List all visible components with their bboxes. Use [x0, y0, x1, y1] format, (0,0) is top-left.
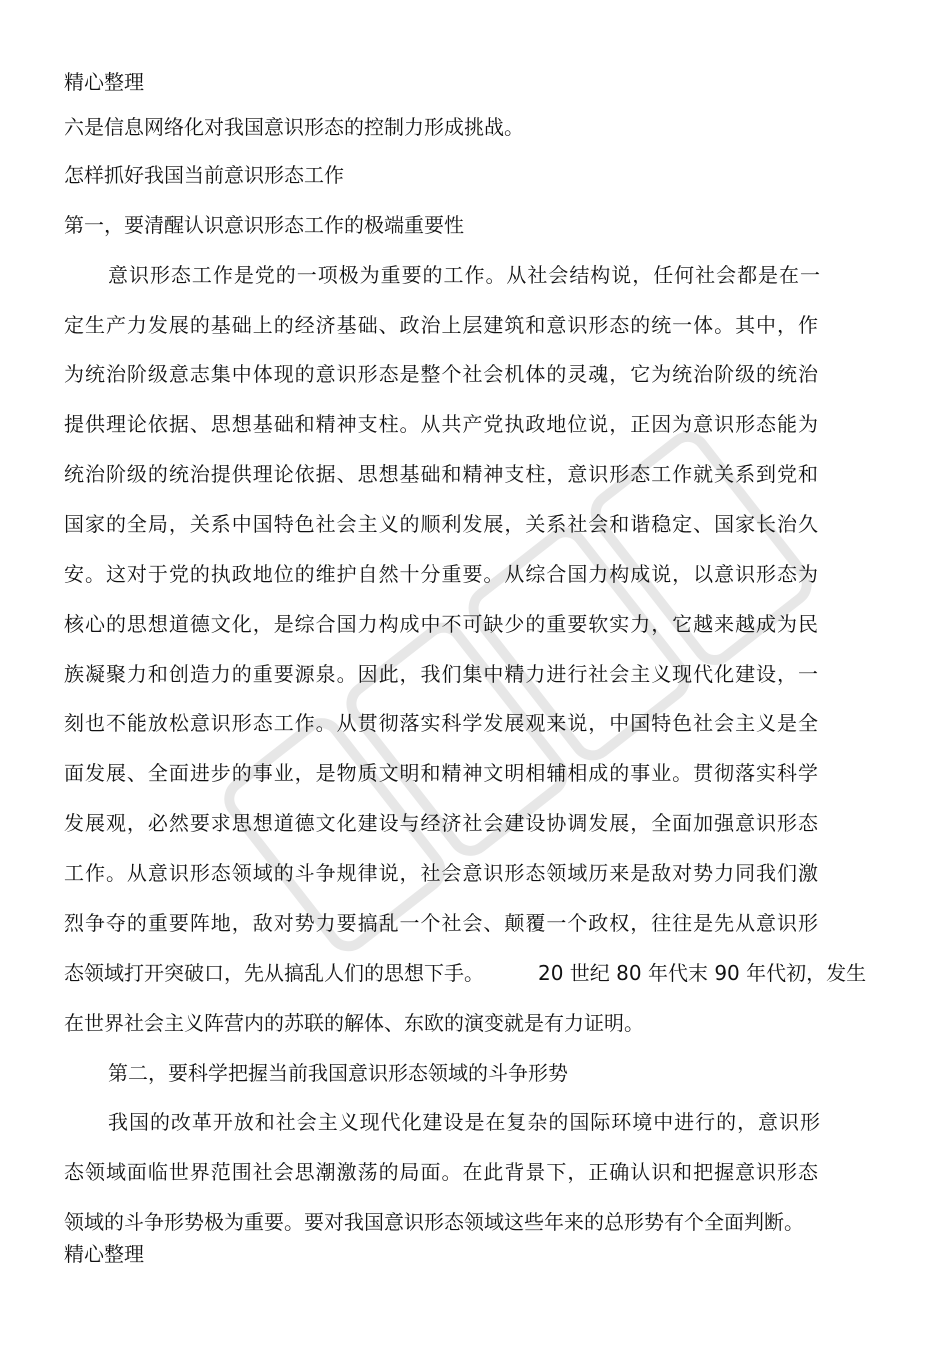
text-line: 领域的斗争形势极为重要。要对我国意识形态领域这些年来的总形势有个全面判断。 [64, 1210, 804, 1234]
text-line: 核心的思想道德文化，是综合国力构成中不可缺少的重要软实力，它越来越成为民 [64, 612, 818, 636]
page-footer: 精心整理 [64, 1242, 144, 1266]
text-line: 意识形态工作是党的一项极为重要的工作。从社会结构说，任何社会都是在一 [108, 263, 820, 287]
section-heading: 第一，要清醒认识意识形态工作的极端重要性 [64, 213, 464, 237]
text-line: 态领域面临世界范围社会思潮激荡的局面。在此背景下，正确认识和把握意识形态 [64, 1160, 818, 1184]
text-line: 为统治阶级意志集中体现的意识形态是整个社会机体的灵魂，它为统治阶级的统治 [64, 362, 818, 386]
text-line: 发展观，必然要求思想道德文化建设与经济社会建设协调发展，全面加强意识形态 [64, 811, 818, 835]
section-heading: 第二，要科学把握当前我国意识形态领域的斗争形势 [108, 1061, 568, 1085]
text-line: 面发展、全面进步的事业，是物质文明和精神文明相辅相成的事业。贯彻落实科学 [64, 761, 818, 785]
text-line: 族凝聚力和创造力的重要源泉。因此，我们集中精力进行社会主义现代化建设，一 [64, 662, 818, 686]
text-line: 工作。从意识形态领域的斗争规律说，社会意识形态领域历来是敌对势力同我们激 [64, 861, 818, 885]
section-heading: 怎样抓好我国当前意识形态工作 [64, 163, 344, 187]
text-line: 定生产力发展的基础上的经济基础、政治上层建筑和意识形态的统一体。其中，作 [64, 313, 818, 337]
text-line: 安。这对于党的执政地位的维护自然十分重要。从综合国力构成说，以意识形态为 [64, 562, 818, 586]
text-line: 我国的改革开放和社会主义现代化建设是在复杂的国际环境中进行的，意识形 [108, 1110, 820, 1134]
text-line: 态领域打开突破口，先从搞乱人们的思想下手。 [64, 961, 484, 985]
text-line: 统治阶级的统治提供理论依据、思想基础和精神支柱，意识形态工作就关系到党和 [64, 462, 818, 486]
text-line: 提供理论依据、思想基础和精神支柱。从共产党执政地位说，正因为意识形态能为 [64, 412, 818, 436]
text-line: 国家的全局，关系中国特色社会主义的顺利发展，关系社会和谐稳定、国家长治久 [64, 512, 818, 536]
text-line: 六是信息网络化对我国意识形态的控制力形成挑战。 [64, 115, 524, 139]
text-line: 20 世纪 80 年代末 90 年代初，发生 [538, 961, 867, 985]
text-line: 刻也不能放松意识形态工作。从贯彻落实科学发展观来说，中国特色社会主义是全 [64, 711, 818, 735]
page-header: 精心整理 [64, 70, 144, 94]
text-line: 在世界社会主义阵营内的苏联的解体、东欧的演变就是有力证明。 [64, 1011, 644, 1035]
text-line: 烈争夺的重要阵地，敌对势力要搞乱一个社会、颠覆一个政权，往往是先从意识形 [64, 911, 818, 935]
